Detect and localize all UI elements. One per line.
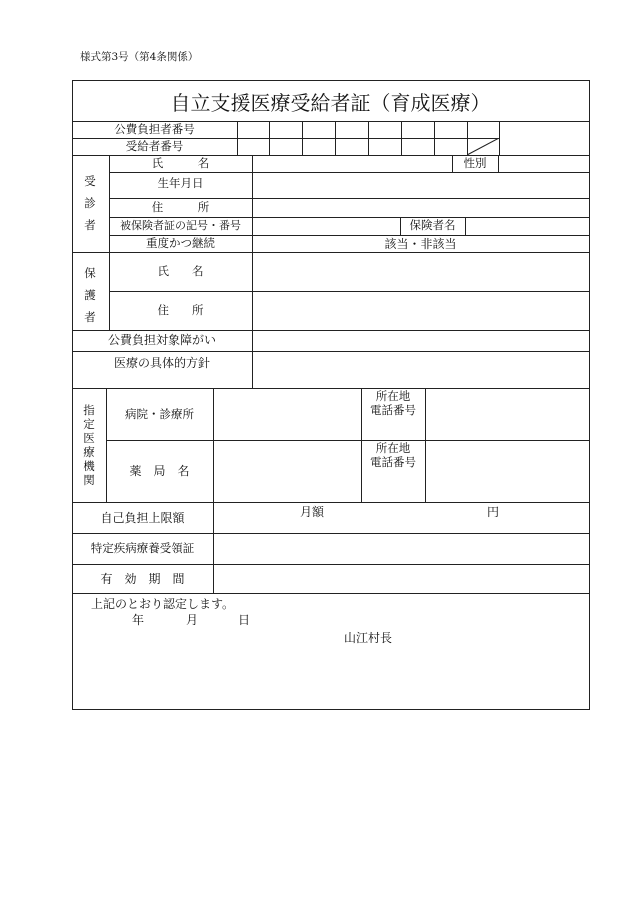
rule — [109, 198, 590, 199]
rule — [434, 121, 435, 155]
diagonal-slash — [467, 138, 500, 156]
certificate-title: 自立支援医療受給者証（育成医療） — [170, 91, 491, 115]
insurer-name-label: 保険者名 — [409, 218, 456, 232]
disability-label: 公費負担対象障がい — [107, 333, 216, 347]
insurance-card-label: 被保険者証の記号・番号 — [120, 219, 241, 232]
rule — [109, 172, 590, 173]
certification-text: 上記のとおり認定します。 — [91, 597, 235, 611]
pharmacy-location-label: 所在地 — [375, 441, 411, 455]
rule — [72, 388, 590, 389]
rule — [106, 388, 107, 502]
hospital-location-label: 所在地 — [375, 389, 411, 403]
institution-section-label: 指定医療機関 — [83, 403, 95, 487]
payer-number-label: 公費負担者番号 — [114, 122, 195, 136]
hospital-phone-label: 電話番号 — [370, 403, 416, 417]
day-label: 日 — [238, 613, 251, 627]
year-label: 年 — [132, 613, 145, 627]
validity-period-label: 有 効 期 間 — [100, 572, 185, 586]
monthly-label: 月額 — [300, 505, 325, 519]
rule — [425, 388, 426, 502]
guardian-address-label: 住 所 — [157, 303, 204, 317]
hospital-label: 病院・診療所 — [125, 407, 194, 421]
guardian-section-label: 保護者 — [84, 266, 96, 324]
patient-section-label: 受診者 — [84, 174, 96, 232]
rule — [72, 252, 590, 253]
patient-name-label: 氏 名 — [151, 156, 210, 170]
frame-bottom — [72, 709, 590, 710]
rule — [302, 121, 303, 155]
rule — [335, 121, 336, 155]
birth-date-label: 生年月日 — [157, 176, 204, 190]
guardian-name-label: 氏 名 — [157, 264, 204, 278]
rule — [72, 155, 590, 156]
yen-label: 円 — [487, 505, 500, 519]
rule — [498, 155, 499, 172]
treatment-policy-label: 医療の具体的方針 — [113, 356, 210, 370]
rule — [72, 330, 590, 331]
recipient-number-label: 受給者番号 — [125, 139, 184, 153]
pharmacy-label: 薬 局 名 — [129, 464, 190, 478]
patient-address-label: 住 所 — [151, 200, 210, 214]
sex-label: 性別 — [463, 156, 487, 170]
rule — [269, 121, 270, 155]
rule — [213, 388, 214, 593]
rule — [109, 291, 590, 292]
severe-continuous-label: 重度かつ継続 — [146, 236, 215, 250]
rule — [72, 502, 590, 503]
specific-disease-label: 特定疾病療養受領証 — [90, 541, 195, 555]
month-label: 月 — [186, 613, 199, 627]
rule — [109, 217, 590, 218]
rule — [72, 593, 590, 594]
frame-right — [589, 80, 590, 709]
rule — [106, 440, 590, 441]
rule — [72, 351, 590, 352]
rule — [72, 564, 590, 565]
pharmacy-phone-label: 電話番号 — [370, 455, 416, 469]
rule — [252, 155, 253, 388]
rule — [401, 121, 402, 155]
rule — [72, 533, 590, 534]
rule — [465, 217, 466, 235]
rule — [368, 121, 369, 155]
severe-continuous-value: 該当・非該当 — [384, 237, 457, 251]
issuer-name: 山江村長 — [344, 631, 393, 645]
frame-top — [72, 80, 590, 81]
form-number: 様式第3号（第4条関係） — [80, 51, 199, 63]
rule — [237, 121, 238, 155]
copay-limit-label: 自己負担上限額 — [100, 511, 185, 525]
frame-left — [72, 80, 73, 709]
